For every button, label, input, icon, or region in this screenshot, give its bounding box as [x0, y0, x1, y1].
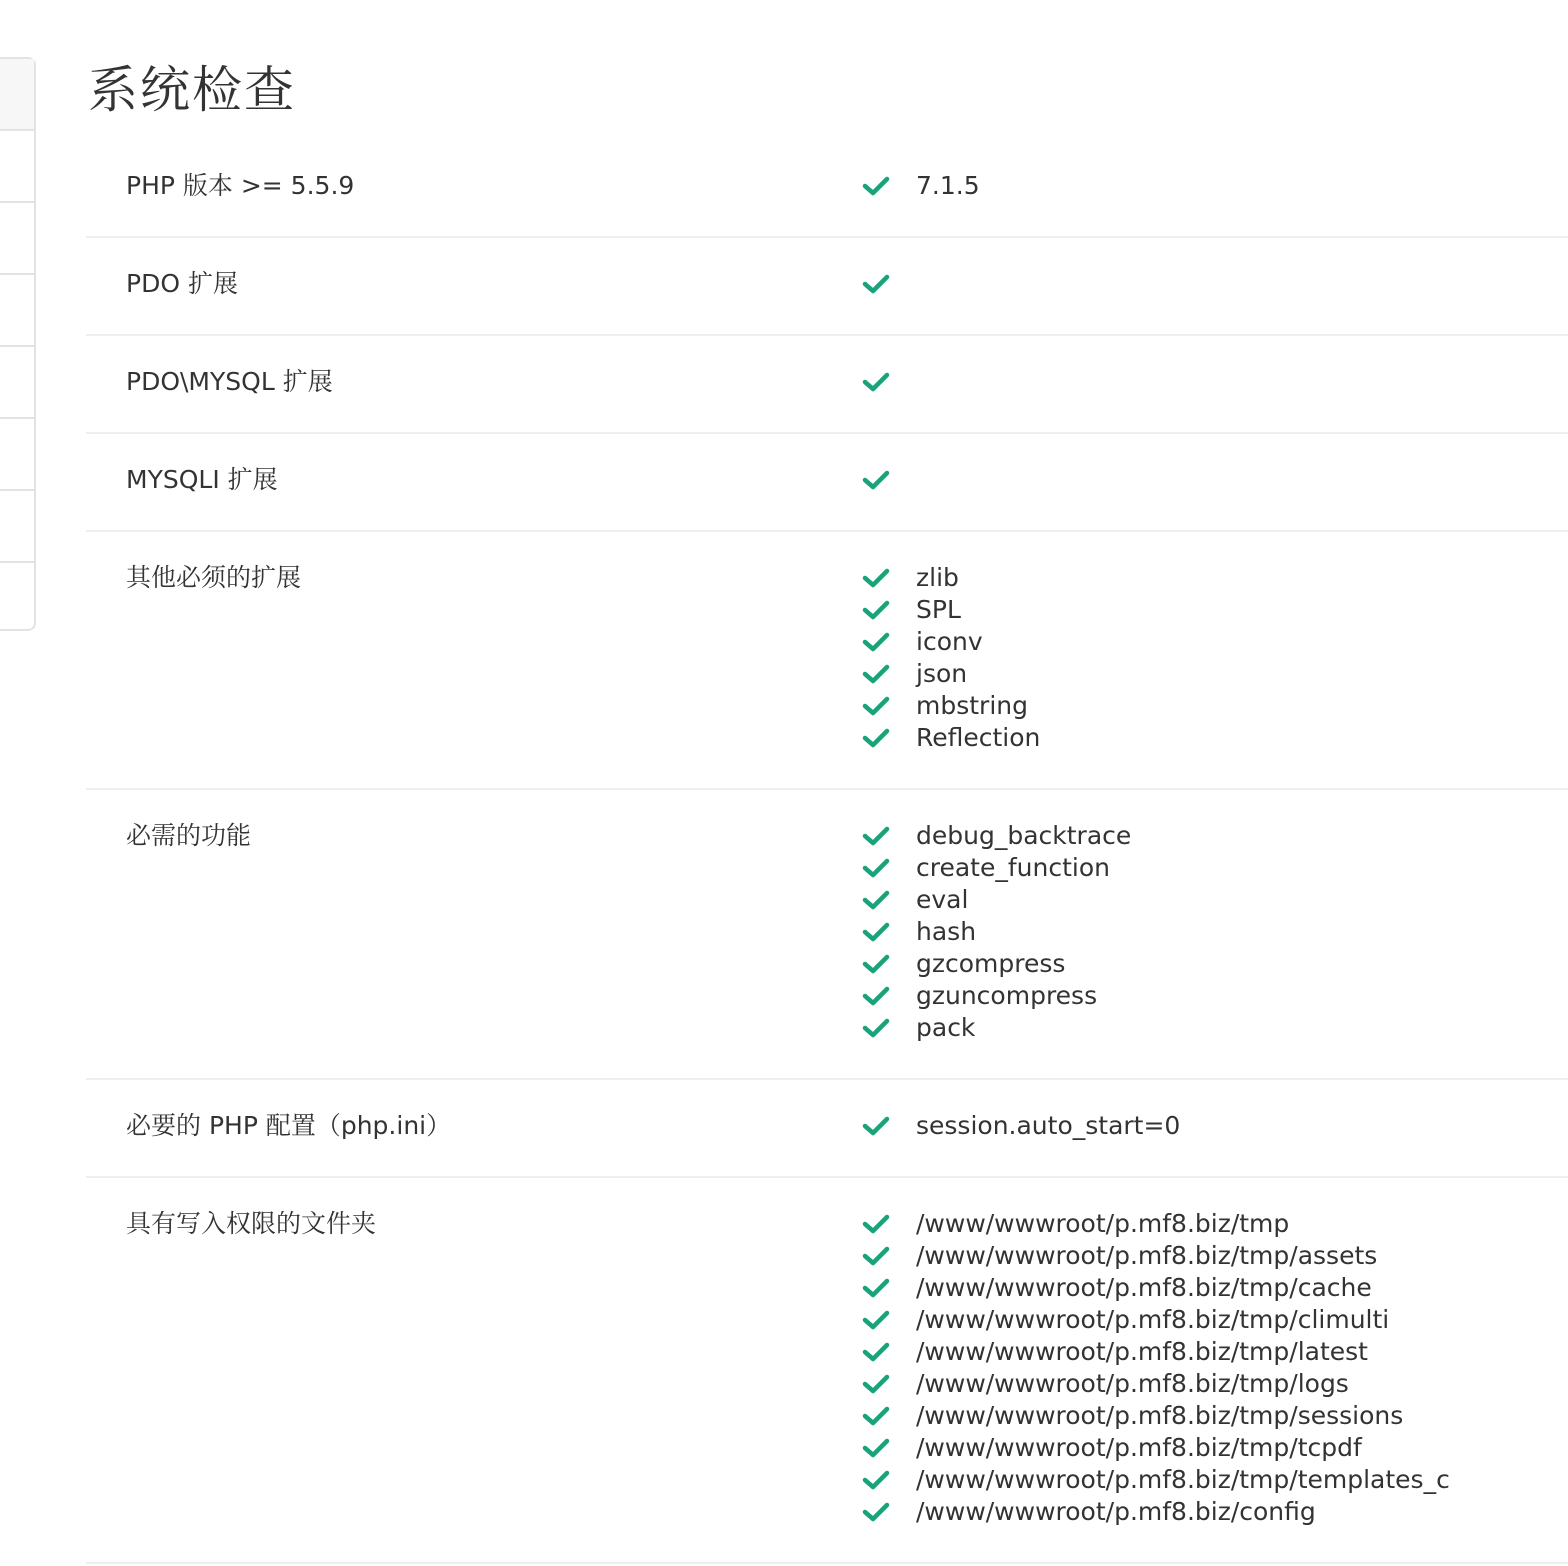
check-icon	[862, 1115, 890, 1137]
check-item	[862, 594, 1568, 626]
check-row	[86, 140, 1568, 238]
check-icon	[862, 695, 890, 717]
check-item	[862, 722, 1568, 754]
check-icon	[862, 1405, 890, 1427]
check-icon	[862, 727, 890, 749]
check-icon	[862, 1277, 890, 1299]
check-icon	[862, 1501, 890, 1523]
check-item	[862, 948, 1568, 980]
check-item	[862, 1432, 1568, 1464]
check-icon	[862, 599, 890, 621]
check-value: zlib	[916, 563, 959, 592]
check-icon	[862, 985, 890, 1007]
check-item	[862, 1496, 1568, 1528]
check-icon	[862, 1437, 890, 1459]
check-icon	[862, 825, 890, 847]
check-item	[862, 690, 1568, 722]
sidebar-item[interactable]	[0, 491, 34, 563]
check-item	[862, 820, 1568, 852]
check-icon	[862, 1373, 890, 1395]
check-label: MYSQLI 扩展	[126, 465, 278, 494]
check-icon	[862, 631, 890, 653]
check-icon	[862, 1213, 890, 1235]
check-value: 7.1.5	[916, 171, 980, 200]
check-item	[862, 1208, 1568, 1240]
check-label: 必要的 PHP 配置（php.ini）	[126, 1111, 452, 1140]
check-icon	[862, 567, 890, 589]
check-label: PHP 版本 >= 5.5.9	[126, 171, 355, 200]
sidebar-item[interactable]	[0, 347, 34, 419]
sidebar-item[interactable]	[0, 419, 34, 491]
check-value: SPL	[916, 595, 961, 624]
check-item	[862, 980, 1568, 1012]
check-value: pack	[916, 1013, 976, 1042]
check-item	[862, 852, 1568, 884]
sidebar-item[interactable]	[0, 275, 34, 347]
check-values	[862, 268, 1568, 300]
check-item	[862, 884, 1568, 916]
check-value: mbstring	[916, 691, 1028, 720]
check-label: 必需的功能	[126, 821, 252, 850]
check-item	[862, 170, 1568, 202]
check-values	[862, 464, 1568, 496]
check-item	[862, 366, 1568, 398]
check-row	[86, 1178, 1568, 1564]
check-icon	[862, 921, 890, 943]
check-item	[862, 1240, 1568, 1272]
check-label: 具有写入权限的文件夹	[126, 1209, 377, 1238]
sidebar-item[interactable]	[0, 203, 34, 275]
check-item	[862, 1272, 1568, 1304]
check-icon	[862, 953, 890, 975]
check-item	[862, 1012, 1568, 1044]
check-icon	[862, 889, 890, 911]
check-value: session.auto_start=0	[916, 1111, 1181, 1140]
check-value: gzuncompress	[916, 981, 1098, 1010]
check-value: gzcompress	[916, 949, 1066, 978]
check-icon	[862, 1245, 890, 1267]
check-item	[862, 658, 1568, 690]
check-icon	[862, 1017, 890, 1039]
check-row	[86, 434, 1568, 532]
check-value: /www/wwwroot/p.mf8.biz/config	[916, 1497, 1316, 1526]
check-row	[86, 238, 1568, 336]
sidebar-item[interactable]	[0, 59, 34, 131]
sidebar-item[interactable]	[0, 563, 34, 635]
check-value: /www/wwwroot/p.mf8.biz/tmp	[916, 1209, 1290, 1238]
check-value: /www/wwwroot/p.mf8.biz/tmp/assets	[916, 1241, 1378, 1270]
check-item	[862, 1464, 1568, 1496]
check-row	[86, 336, 1568, 434]
check-item	[862, 562, 1568, 594]
check-label: PDO 扩展	[126, 269, 238, 298]
check-item	[862, 626, 1568, 658]
check-item	[862, 268, 1568, 300]
check-icon	[862, 469, 890, 491]
check-row	[86, 532, 1568, 790]
check-item	[862, 464, 1568, 496]
check-icon	[862, 857, 890, 879]
check-value: json	[916, 659, 968, 688]
check-value: eval	[916, 885, 969, 914]
check-value: Reflection	[916, 723, 1041, 752]
check-value: /www/wwwroot/p.mf8.biz/tmp/sessions	[916, 1401, 1404, 1430]
check-values	[862, 1208, 1568, 1528]
check-item	[862, 1336, 1568, 1368]
check-icon	[862, 663, 890, 685]
check-value: /www/wwwroot/p.mf8.biz/tmp/climulti	[916, 1305, 1390, 1334]
check-label: 其他必须的扩展	[126, 563, 302, 592]
check-item	[862, 1110, 1568, 1142]
check-icon	[862, 1309, 890, 1331]
check-values	[862, 170, 1568, 202]
check-value: iconv	[916, 627, 983, 656]
check-values	[862, 820, 1568, 1044]
check-value: /www/wwwroot/p.mf8.biz/tmp/cache	[916, 1273, 1372, 1302]
check-value: /www/wwwroot/p.mf8.biz/tmp/templates_c	[916, 1465, 1450, 1494]
check-value: /www/wwwroot/p.mf8.biz/tmp/tcpdf	[916, 1433, 1362, 1462]
check-icon	[862, 273, 890, 295]
page-title: 系统检查	[88, 61, 296, 119]
check-value: hash	[916, 917, 977, 946]
check-row	[86, 790, 1568, 1080]
check-value: create_function	[916, 853, 1110, 882]
system-check-table	[86, 140, 1568, 1564]
check-item	[862, 1400, 1568, 1432]
check-icon	[862, 175, 890, 197]
check-icon	[862, 1341, 890, 1363]
check-item	[862, 1304, 1568, 1336]
check-item	[862, 916, 1568, 948]
check-icon	[862, 1469, 890, 1491]
check-label: PDO\MYSQL 扩展	[126, 367, 333, 396]
check-values	[862, 562, 1568, 754]
check-icon	[862, 371, 890, 393]
check-values	[862, 366, 1568, 398]
check-value: /www/wwwroot/p.mf8.biz/tmp/latest	[916, 1337, 1368, 1366]
sidebar-item[interactable]	[0, 131, 34, 203]
check-value: debug_backtrace	[916, 821, 1132, 850]
sidebar-nav	[0, 57, 36, 631]
check-row	[86, 1080, 1568, 1178]
check-values	[862, 1110, 1568, 1142]
check-item	[862, 1368, 1568, 1400]
check-value: /www/wwwroot/p.mf8.biz/tmp/logs	[916, 1369, 1349, 1398]
